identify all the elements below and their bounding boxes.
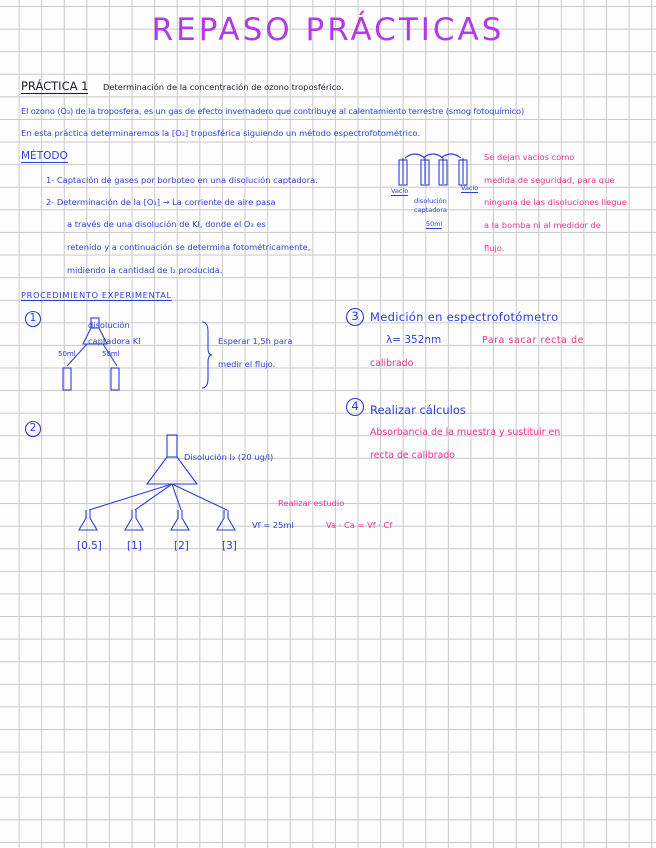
- flask-label-2: captadora KI: [88, 336, 141, 346]
- note-line-2: medida de seguridad, para que: [484, 175, 615, 185]
- concentration-label-4: [3]: [222, 540, 237, 552]
- calibration-line-2: calibrado: [370, 358, 414, 369]
- note-line-5: flujo.: [484, 243, 505, 253]
- dilution-tree-diagram: [75, 432, 265, 542]
- method-step-1: 1- Captación de gases por borboteo en una disolución captadora.: [46, 175, 318, 185]
- intro-line-2: En esta práctica determinaremos la [O₃] troposférica siguiendo un método espectrofotométrico.: [21, 128, 421, 138]
- wait-line-1: Esperar 1,5h para: [218, 336, 293, 346]
- vial-right-label: Vacío: [461, 184, 479, 192]
- diagram-label-1: disolución: [414, 197, 447, 205]
- concentration-label-2: [1]: [127, 540, 142, 552]
- diagram-label-3: 50ml: [426, 220, 443, 228]
- dilution-label: Disolución I₂ (20 ug/l): [184, 452, 274, 462]
- intro-line-1: El ozono (O₃) de la troposfera, es un gas de efecto invernadero que contribuye al calentamiento terrestre (smog fotoquímico): [21, 106, 525, 116]
- method-step-2-line-3: retenido y a continuación se determina fotométricamente,: [67, 242, 311, 252]
- method-heading: MÉTODO: [21, 150, 68, 162]
- page-title: REPASO PRÁCTICAS: [151, 12, 505, 48]
- note-line-1: Se dejan vacíos como: [484, 152, 575, 162]
- brace-icon: [200, 320, 214, 390]
- step-3-number: 3: [351, 309, 359, 323]
- practice-subtitle: Determinación de la concentración de ozono troposférico.: [103, 82, 344, 92]
- diagram-label-2: captadora: [414, 206, 447, 214]
- vial-left-label: Vacío: [391, 187, 409, 195]
- step-2-number: 2: [29, 422, 37, 434]
- step-4-number: 4: [351, 399, 359, 413]
- final-volume-label: Vf = 25ml: [252, 520, 294, 530]
- step-3-title: Medición en espectrofotómetro: [370, 310, 559, 324]
- practice-heading: PRÁCTICA 1: [21, 79, 89, 93]
- step-1-number: 1: [29, 312, 37, 324]
- method-step-2-line-2: a través de una disolución de KI, donde el O₃ es: [67, 219, 266, 229]
- absorbance-line-1: Absorbancia de la muestra y sustituir en: [370, 427, 561, 438]
- step-4-title: Realizar cálculos: [370, 403, 466, 417]
- study-note: Realizar estudio: [278, 498, 345, 508]
- note-line-4: a la bomba ni al medidor de: [484, 220, 601, 230]
- note-line-3: ninguna de las disoluciones llegue: [484, 197, 627, 207]
- concentration-label-3: [2]: [174, 540, 189, 552]
- procedure-heading: PROCEDIMIENTO EXPERIMENTAL: [21, 290, 172, 300]
- flask-label-1: disolución: [88, 320, 130, 330]
- method-step-2-line-1: 2- Determinación de la [O₃] → La corriente de aire pasa: [46, 197, 276, 207]
- volume-left: 50ml: [58, 350, 76, 358]
- absorbance-line-2: recta de calibrado: [370, 450, 456, 461]
- method-step-2-line-4: midiendo la cantidad de I₂ producida.: [67, 265, 223, 275]
- wait-line-2: medir el flujo.: [218, 359, 276, 369]
- concentration-label-1: [0.5]: [77, 540, 102, 552]
- volume-right: 50ml: [102, 350, 120, 358]
- calibration-line-1: Para sacar recta de: [482, 335, 585, 346]
- wavelength: λ= 352nm: [386, 334, 442, 346]
- dilution-formula: Va · Ca = Vf · Cf: [326, 520, 393, 530]
